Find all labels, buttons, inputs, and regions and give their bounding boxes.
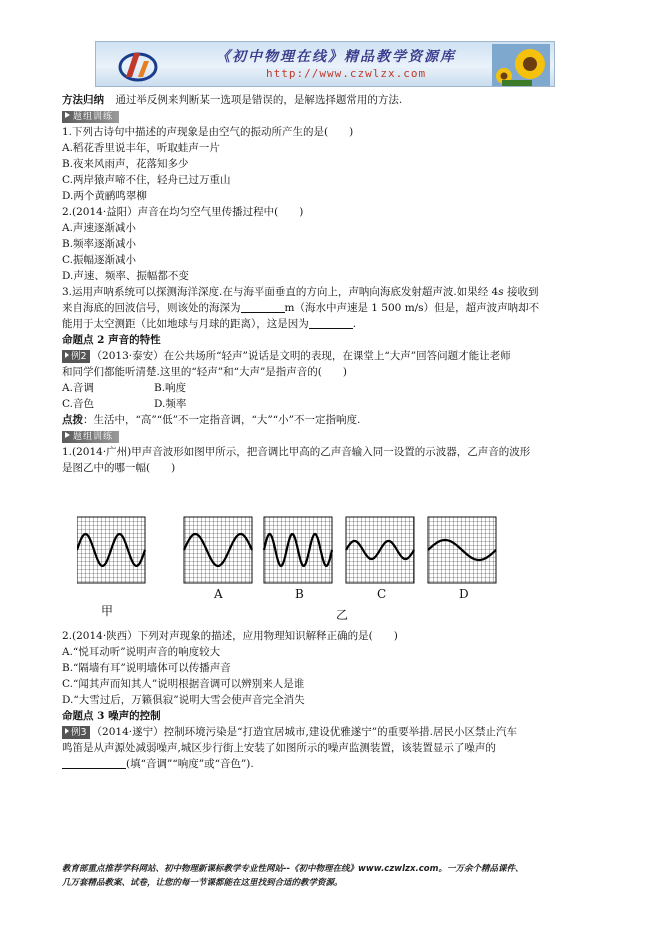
q3-blank-reason[interactable] <box>309 316 353 329</box>
ex3-blank[interactable] <box>62 756 126 769</box>
footer-line2: 几万套精品教案、试卷，让您的每一节课都能在这里找到合适的教学资源。 <box>62 878 343 888</box>
ex3-line2: 鸣笛是从声源处减弱噪声,城区步行街上安装了如图所示的噪声监测装置，该装置显示了噪声的 <box>62 742 496 754</box>
ex2-line2: 和同学们都能听清楚.这里的“轻声”和“大声”是指声音的( ) <box>62 366 348 378</box>
wave-label-a: A <box>214 587 223 601</box>
q4-line1: 1.(2014·广州)甲声音波形如图甲所示，把音调比甲高的乙声音输入同一设置的示波器，乙声音的波形 <box>62 446 531 458</box>
q5-option-a: A.“悦耳动听”说明声音的响度较大 <box>62 646 221 658</box>
ex2-line1: 例2 （2013·泰安）在公共场所“轻声”说话是文明的表现，在课堂上“大声”回答问题才能让老师 <box>62 348 592 364</box>
q5-stem: 2.(2014·陕西）下列对声现象的描述，应用物理知识解释正确的是( ) <box>62 630 398 642</box>
group-training-tag-2: 题组训练 <box>62 431 119 443</box>
q1-option-a: A.稻花香里说丰年，听取蛙声一片 <box>62 142 220 154</box>
section-2-title: 命题点 2 声音的特性 <box>62 334 161 346</box>
group-training-tag-1: 题组训练 <box>62 111 119 123</box>
q2-option-a: A.声速逐渐减小 <box>62 222 136 234</box>
wave-panel-a <box>184 517 252 583</box>
ex3-tag: 例3 <box>62 726 90 739</box>
method-summary <box>62 92 592 108</box>
ex3-line1: 例3 （2014·遂宁）控制环境污染是“打造宜居城市,建设优雅遂宁”的重要举措.居民小区禁止汽车 <box>62 724 592 740</box>
wave-label-jia: 甲 <box>101 604 114 618</box>
q2-option-c: C.振幅逐渐减小 <box>62 254 136 266</box>
wave-panel-jia <box>77 517 145 583</box>
page-footer <box>62 862 622 890</box>
footer-line1: 教育部重点推荐学科网站、初中物理新课标教学专业性网站--《初中物理在线》www.czwlzx.com。一万余个精品课件、 <box>62 864 524 874</box>
header-banner <box>95 41 555 87</box>
q5-option-c: C.“闻其声而知其人”说明根据音调可以辨别来人是谁 <box>62 678 305 690</box>
q1-option-b: B.夜来风雨声，花落知多少 <box>62 158 189 170</box>
method-label: 方法归纳 <box>62 94 104 106</box>
q1-option-d: D.两个黄鹂鸣翠柳 <box>62 190 147 202</box>
wave-panel-d <box>428 517 496 583</box>
q5-option-d: D.“大雪过后，万籁俱寂”说明大雪会使声音完全消失 <box>62 694 305 706</box>
q1-option-c: C.两岸猿声啼不住，轻舟已过万重山 <box>62 174 231 186</box>
q2-option-d: D.声速、频率、振幅都不变 <box>62 270 189 282</box>
q3-blank-depth[interactable] <box>241 300 285 313</box>
ex2-options-row2: C.音色 D.频率 <box>62 398 187 410</box>
ex2-options-row1: A.音调 B.响度 <box>62 382 187 394</box>
site-logo-icon <box>118 47 158 83</box>
sunflower-icon <box>492 44 550 86</box>
document-body <box>62 92 592 476</box>
ex3-line3: (填“音调”“响度”或“音色”). <box>62 756 592 772</box>
ex2-tag: 例2 <box>62 350 90 363</box>
wave-panel-b <box>264 517 332 583</box>
section-3-title: 命题点 3 噪声的控制 <box>62 710 161 722</box>
document-body-lower <box>62 628 592 772</box>
q3-line1: 3.运用声呐系统可以探测海洋深度.在与海平面垂直的方向上，声呐向海底发射超声波.如果经 4s 接收到 <box>62 286 539 298</box>
wave-panel-c <box>346 517 414 583</box>
tip: 点拨：生活中，“高”“低”不一定指音调，“大”“小”不一定指响度. <box>62 414 361 426</box>
oscilloscope-figures <box>77 513 507 623</box>
q2-stem: 2.(2014·益阳）声音在均匀空气里传播过程中( ) <box>62 206 304 218</box>
wave-label-c: C <box>377 587 387 601</box>
q3-line2: 来自海底的回波信号，则该处的海深为 m（海水中声速是 1 500 m/s）但是，超声波声呐却不 <box>62 302 540 314</box>
q4-line2: 是图乙中的哪一幅( ) <box>62 462 176 474</box>
method-text: 通过举反例来判断某一选项是错误的，是解选择题常用的方法. <box>115 94 403 106</box>
wave-label-d: D <box>459 587 469 601</box>
wave-label-yi: 乙 <box>336 608 349 622</box>
banner-url: http://www.czwlzx.com <box>266 67 427 80</box>
q1-stem: 1.下列古诗句中描述的声现象是由空气的振动所产生的是( ) <box>62 126 354 138</box>
q2-option-b: B.频率逐渐减小 <box>62 238 137 250</box>
wave-label-b: B <box>295 587 304 601</box>
q5-option-b: B.“隔墙有耳”说明墙体可以传播声音 <box>62 662 231 674</box>
banner-title: 《初中物理在线》精品教学资源库 <box>216 49 456 65</box>
q3-line3: 能用于太空测距（比如地球与月球的距离），这是因为 . <box>62 318 357 330</box>
